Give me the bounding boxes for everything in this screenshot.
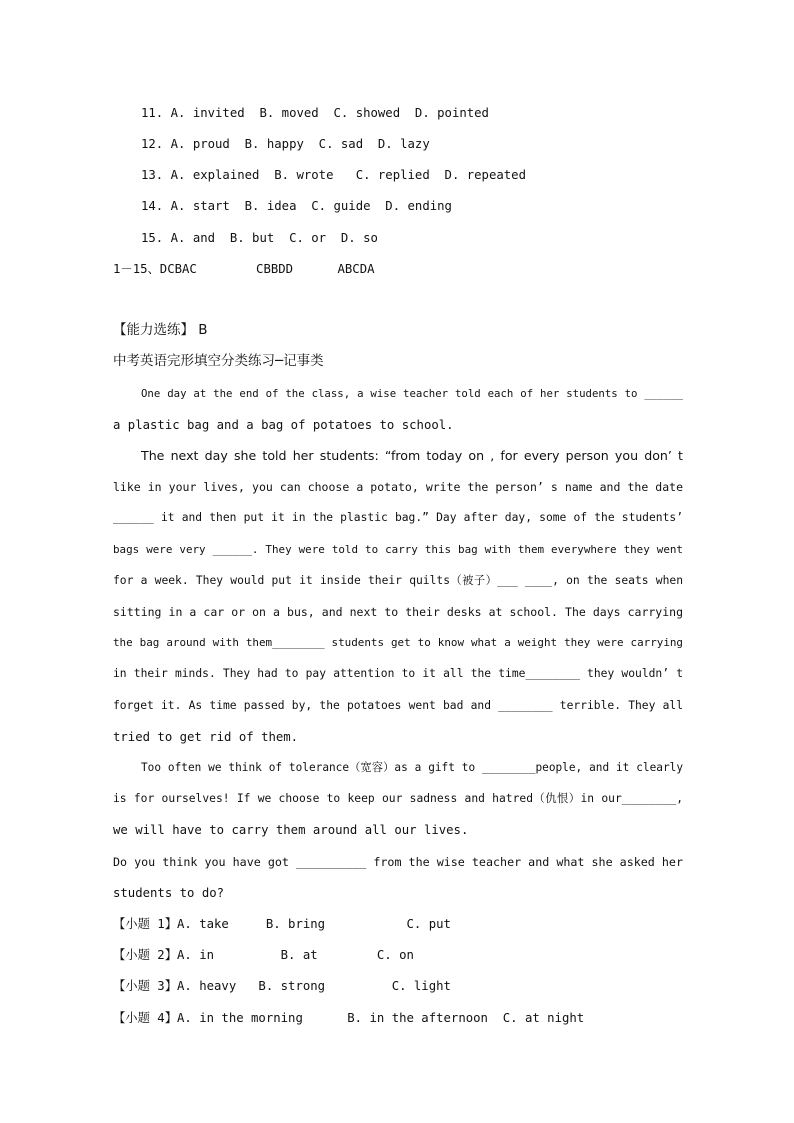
passage-line-6: bags were very ______. They were told to carry this bag with them everywhere they went <box>113 543 683 556</box>
passage-line-1: One day at the end of the class, a wise teacher told each of her students to ______ <box>141 387 683 400</box>
passage-line-8: sitting in a car or on a bus, and next to their desks at school. The days carrying <box>113 605 683 619</box>
option-line-12: 12. A. proud B. happy C. sad D. lazy <box>141 137 430 151</box>
passage-line-4: like in your lives, you can choose a potato, write the person’ s name and the date <box>113 480 683 494</box>
passage-line-14: is for ourselves! If we choose to keep our sadness and hatred（仇恨）in our________, <box>113 792 683 805</box>
passage-title: 中考英语完形填空分类练习─记事类 <box>113 353 324 369</box>
question-2: 【小题 2】A. in B. at C. on <box>113 948 414 962</box>
option-line-11: 11. A. invited B. moved C. showed D. pointed <box>141 106 489 120</box>
question-1: 【小题 1】A. take B. bring C. put <box>113 917 451 931</box>
option-line-14: 14. A. start B. idea C. guide D. ending <box>141 199 452 213</box>
section-label: 【能力选练】 B <box>113 322 208 338</box>
passage-line-9: the bag around with them________ students get to know what a weight they were carrying <box>113 636 683 649</box>
answer-key: 1－15、DCBAC CBBDD ABCDA <box>113 262 375 276</box>
passage-line-17: students to do? <box>113 886 225 900</box>
passage-line-10: in their minds. They had to pay attention to it all the time________ they wouldn’ t <box>113 667 683 680</box>
passage-line-7: for a week. They would put it inside their quilts（被子）___ ____, on the seats when <box>113 574 683 587</box>
passage-line-11: forget it. As time passed by, the potatoes went bad and ________ terrible. They all <box>113 699 683 712</box>
passage-line-15: we will have to carry them around all our lives. <box>113 823 469 837</box>
question-3: 【小题 3】A. heavy B. strong C. light <box>113 979 451 993</box>
passage-line-12: tried to get rid of them. <box>113 730 299 744</box>
option-line-13: 13. A. explained B. wrote C. replied D. repeated <box>141 168 526 182</box>
passage-line-13: Too often we think of tolerance（宽容）as a gift to ________people, and it clearly <box>141 761 683 774</box>
passage-line-2: a plastic bag and a bag of potatoes to school. <box>113 418 454 432</box>
option-line-15: 15. A. and B. but C. or D. so <box>141 231 378 245</box>
passage-line-3: The next day she told her students: “from today on , for every person you don’ t <box>141 448 683 463</box>
question-4: 【小题 4】A. in the morning B. in the afternoon C. at night <box>113 1011 585 1025</box>
passage-line-5: ______ it and then put it in the plastic bag.” Day after day, some of the students’ <box>113 511 683 524</box>
passage-line-16: Do you think you have got __________ from the wise teacher and what she asked her <box>113 855 683 869</box>
